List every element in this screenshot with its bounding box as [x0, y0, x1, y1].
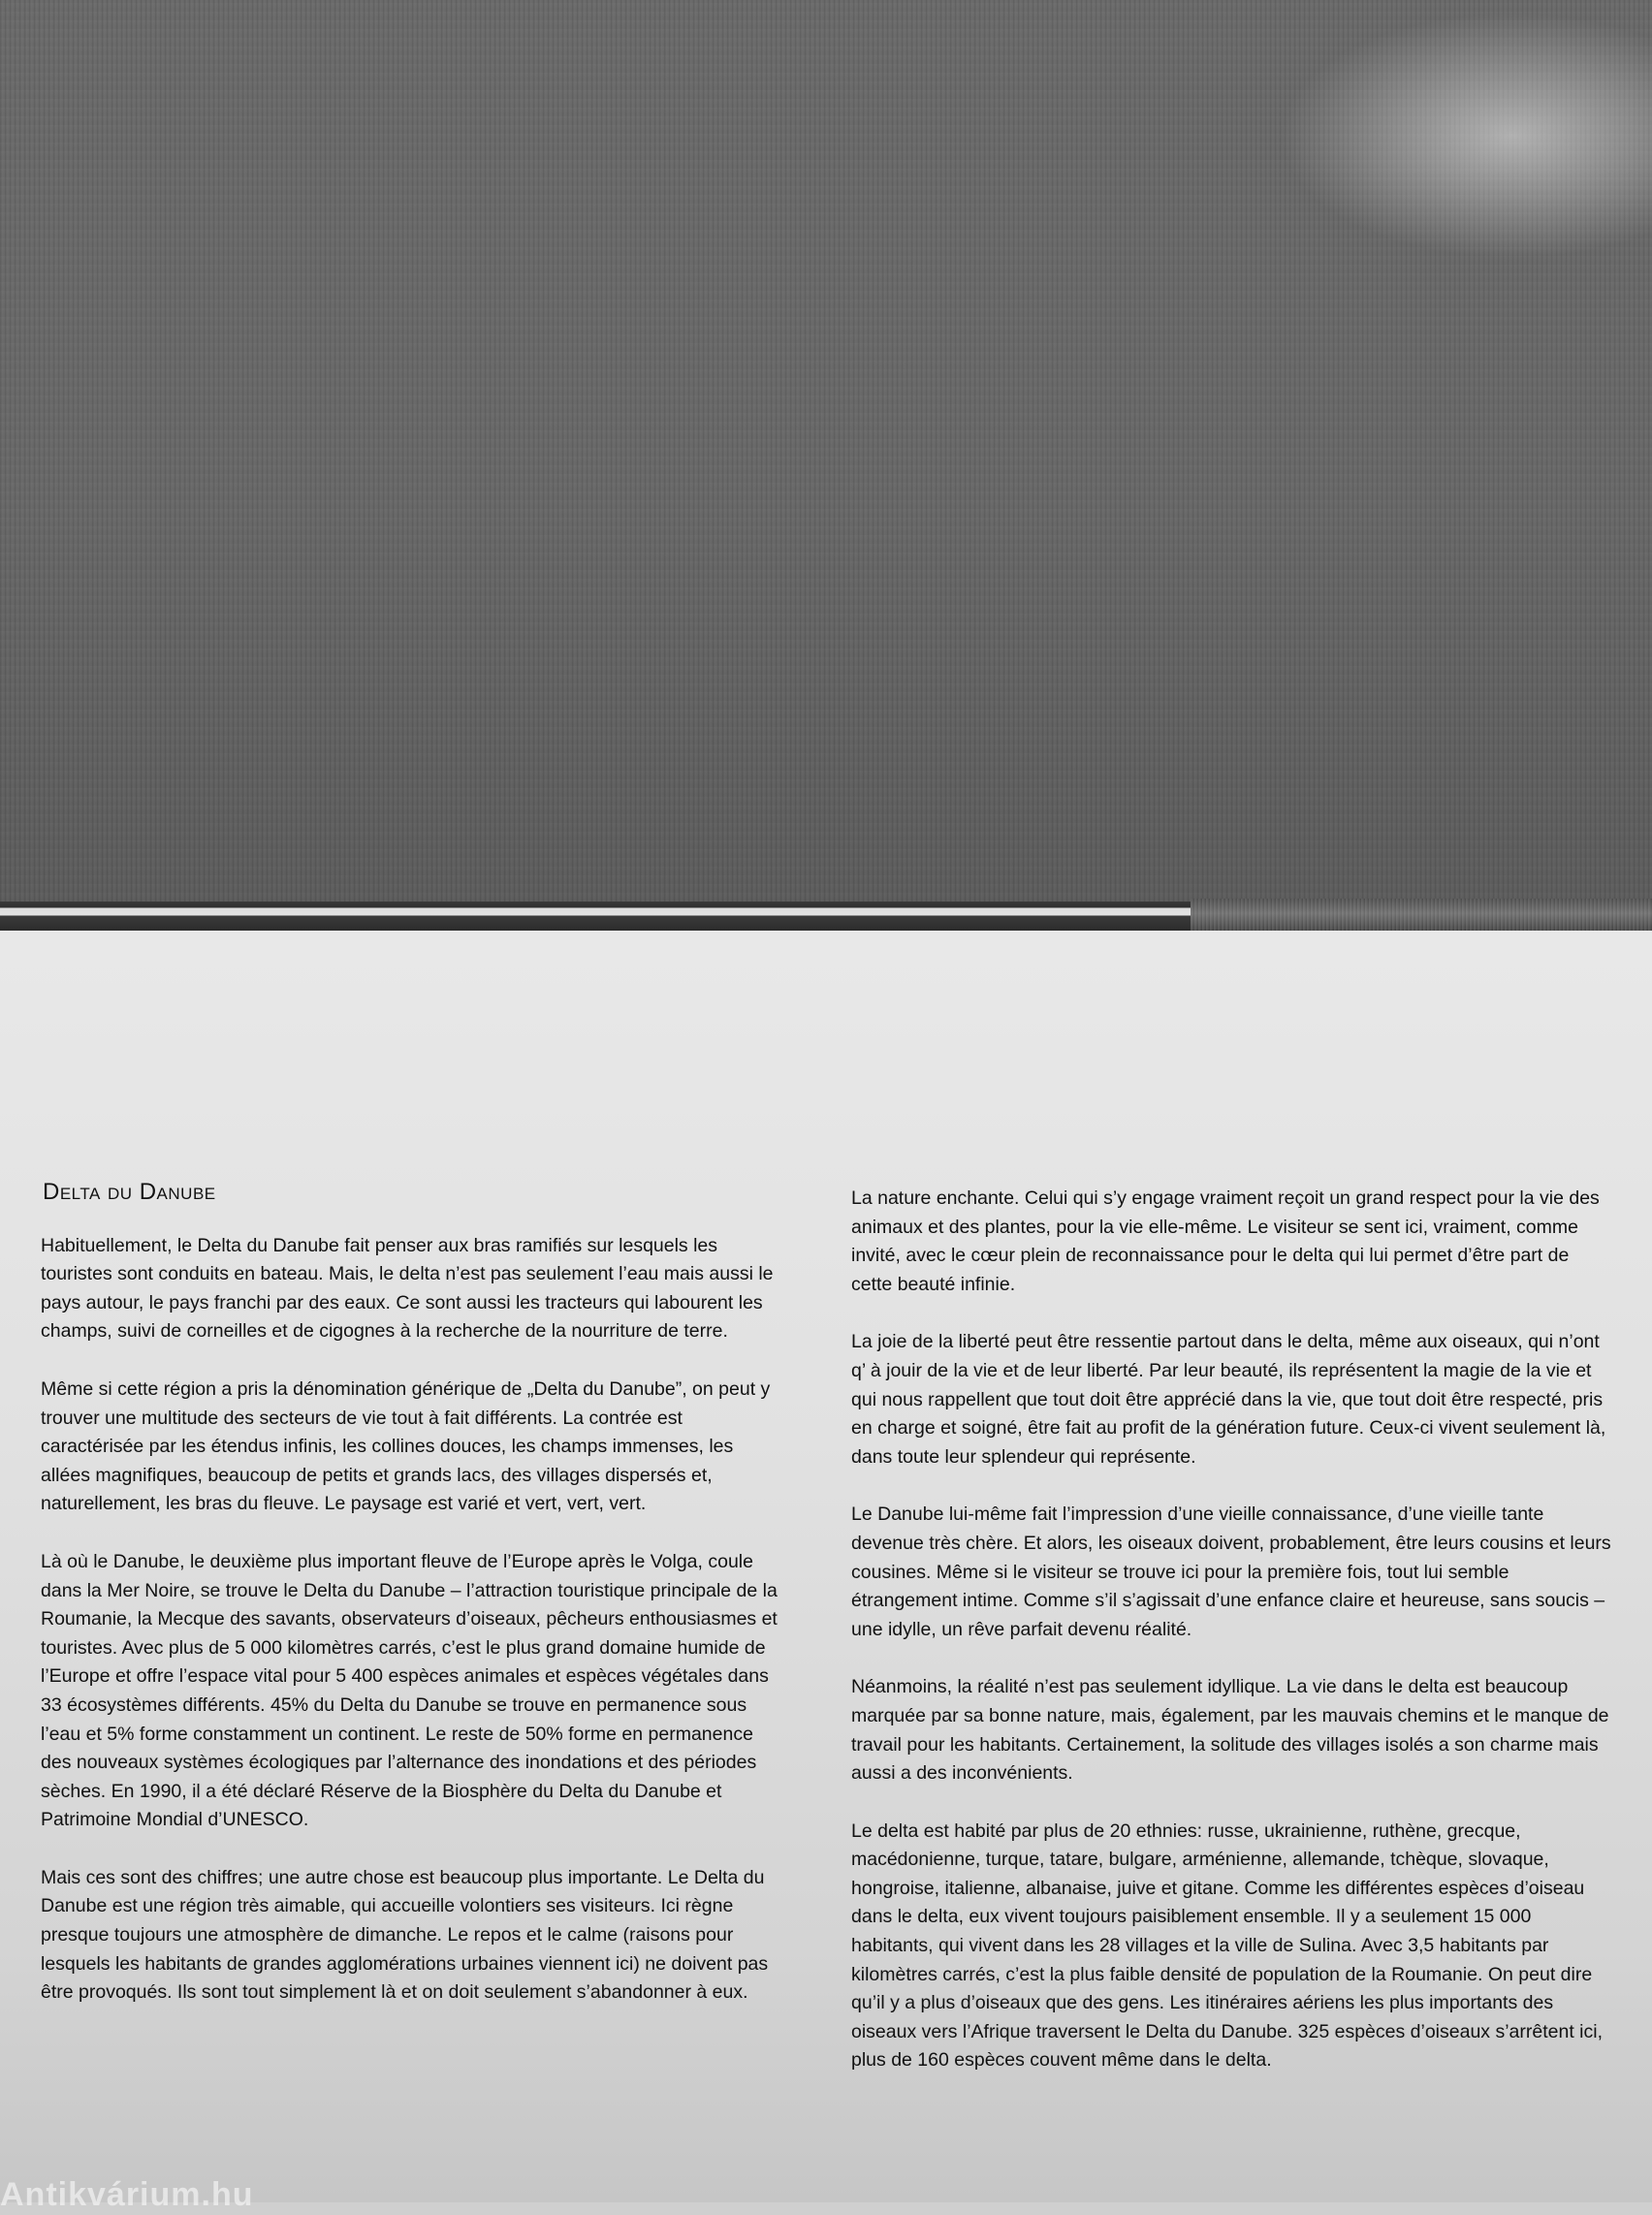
paragraph: Là où le Danube, le deuxième plus important fleuve de l’Europe après le Volga, coule dans la Mer Noire, se trouve le Delta du Danube – l’attraction touristique principale de la Roumanie, la Mecque des savants, observateurs d’oiseaux, pêcheurs enthousiasmes et touristes. Avec plus de 5 000 kilomètres carrés, c’est le plus grand domaine humide de l’Europe et offre l’espace vital pour 5 400 espèces animales et espèces végétales dans 33 écosystèmes différents. 45% du Delta du Danube se trouve en permanence sous l’eau et 5% forme constamment un continent. Le reste de 50% forme en permanence des nouveaux systèmes écologiques par l’alternance des inondations et des périodes sèches. En 1990, il a été déclaré Réserve de la Biosphère du Delta du Danube et Patrimoine Mondial d’UNESCO. — [41, 1550, 778, 1831]
paragraph: Le delta est habité par plus de 20 ethnies: russe, ukrainienne, ruthène, grecque, macédonienne, turque, tatare, bulgare, arménienne, allemande, tchèque, slovaque, hongroise, italienne, albanaise, juive et gitane. Comme les différentes espèces d’oiseau dans le delta, eux vivent toujours paisiblement ensemble. Il y a seulement 15 000 habitants, qui vivent dans les 28 villages et la ville de Sulina. Avec 3,5 habitants par kilomètres carrés, c’est la plus faible densité de population de la Roumanie. On peut dire qu’il y a plus d’oiseaux que des gens. Les itinéraires aériens les plus importants des oiseaux vers l’Afrique traversent le Delta du Danube. 325 espèces d’oiseaux s’arrêtent ici, plus de 160 espèces couvent même dans le delta. — [851, 1819, 1604, 2072]
section-title: Delta du Danube — [43, 1179, 216, 1205]
left-column — [41, 1178, 787, 2037]
watermark: Antikvárium.hu — [0, 2176, 254, 2213]
book-cover-board — [0, 0, 1652, 902]
paragraph: Le Danube lui-même fait l’impression d’une vieille connaissance, d’une vieille tante devenue très chère. Et alors, les oiseaux doivent, probablement, être leurs cousins et leurs cousines. Même si le visiteur se trouve ici pour la première fois, tout lui semble étrangement intime. Comme s’il s’agissait d’une enfance claire et heureuse, sans soucis – une idylle, un rêve parfait devenu réalité. — [851, 1503, 1611, 1640]
paragraph: Même si cette région a pris la dénomination générique de „Delta du Danube”, on peut y trouver une multitude des secteurs de vie tout à fait différents. La contrée est caractérisée par les étendus infinis, les collines douces, les champs immenses, les allées magnifiques, beaucoup de petits et grands lacs, des villages dispersés et, naturellement, les bras du fleuve. Le paysage est varié et vert, vert, vert. — [41, 1377, 771, 1515]
paragraph: Habituellement, le Delta du Danube fait penser aux bras ramifiés sur lesquels les touristes sont conduits en bateau. Mais, le delta n’est pas seulement l’eau mais aussi le pays autour, le pays franchi par des eaux. Ce sont aussi les tracteurs qui labourent les champs, suivi de corneilles et de cigognes à la recherche de la nourriture de terre. — [41, 1234, 774, 1343]
right-column — [851, 1185, 1613, 2104]
paragraph: La joie de la liberté peut être ressentie partout dans le delta, même aux oiseaux, qui n’ont q’ à jouir de la vie et de leur liberté. Par leur beauté, ils représentent la magie de la vie et qui nous rappellent que tout doit être apprécié dans la vie, que tout doit être respecté, pris en charge et soigné, être fait au profit de la génération future. Ceux-ci vivent seulement là, dans toute leur splendeur qui représente. — [851, 1331, 1606, 1468]
spine-strip — [1191, 899, 1652, 932]
paragraph: Mais ces sont des chiffres; une autre chose est beaucoup plus importante. Le Delta du Danube est une région très aimable, qui accueille volontiers ses visiteurs. Ici règne presque toujours une atmosphère de dimanche. Le repos et le calme (raisons pour lesquels les habitants de grandes agglomérations urbaines viennent ici) ne doivent pas être provoqués. Ils sont tout simplement là et on doit seulement s’abandonner à eux. — [41, 1866, 769, 2004]
paragraph: La nature enchante. Celui qui s’y engage vraiment reçoit un grand respect pour la vie des animaux et des plantes, pour la vie elle-même. Le visiteur se sent ici, vraiment, comme invité, avec le cœur plein de reconnaissance pour le delta qui lui permet d’être part de cette beauté infinie. — [851, 1187, 1600, 1295]
paragraph: Néanmoins, la réalité n’est pas seulement idyllique. La vie dans le delta est beaucoup marquée par sa bonne nature, mais, également, par les mauvais chemins et le manque de travail pour les habitants. Certainement, la solitude des villages isolés a son charme mais aussi a des inconvénients. — [851, 1676, 1609, 1785]
